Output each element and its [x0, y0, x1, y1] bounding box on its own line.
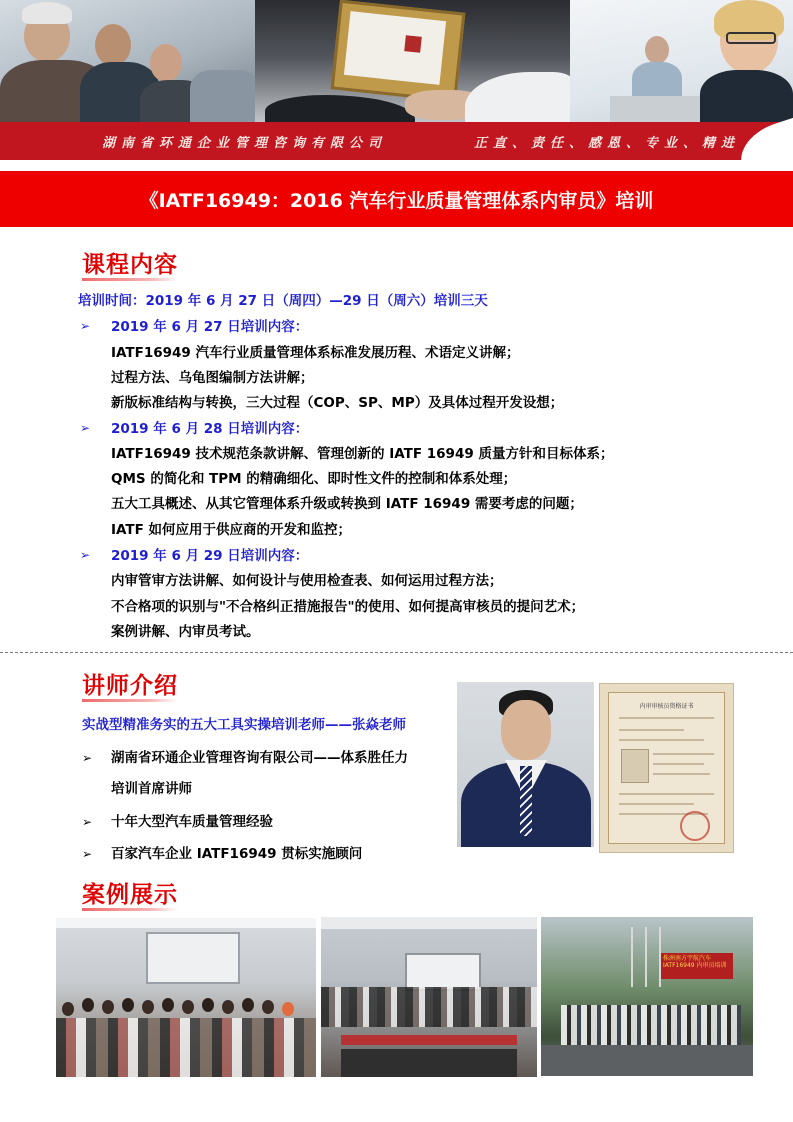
- day1-item: IATF16949 汽车行业质量管理体系标准发展历程、术语定义讲解；: [111, 345, 520, 361]
- case-photo-outdoor-group: [541, 917, 753, 1076]
- banner-photo-meeting: [0, 0, 255, 130]
- day2-label: 2019 年 6 月 28 日培训内容：: [111, 421, 309, 437]
- day3-label: 2019 年 6 月 29 日培训内容：: [111, 548, 309, 564]
- case-photo-classroom-2: [321, 917, 537, 1077]
- teacher-bullet: 湖南省环通企业管理咨询有限公司——体系胜任力: [111, 750, 408, 766]
- teacher-bullet: 十年大型汽车质量管理经验: [111, 814, 273, 830]
- arrow-bullet-icon: ➢: [82, 751, 93, 765]
- cases-section-heading: 案例展示: [82, 876, 178, 909]
- banner-company-name: 湖南省环通企业管理咨询有限公司: [102, 136, 388, 151]
- banner-photo-office: [570, 0, 793, 130]
- arrow-bullet-icon: ➢: [80, 319, 91, 333]
- arrow-bullet-icon: ➢: [80, 548, 91, 562]
- day1-item: 过程方法、乌龟图编制方法讲解；: [111, 370, 314, 386]
- outdoor-banner-text: 株洲南方宇航汽车 IATF16949 内审员培训: [663, 955, 727, 969]
- certificate-border: [608, 692, 725, 844]
- teacher-bullet-continuation: 培训首席讲师: [111, 781, 192, 797]
- day2-item: IATF16949 技术规范条款讲解、管理创新的 IATF 16949 质量方针和目标体系；: [111, 446, 614, 462]
- day2-item: QMS 的简化和 TPM 的精确细化、即时性文件的控制和体系处理；: [111, 471, 517, 487]
- banner-slogan: 正直、责任、感恩、专业、精进: [474, 136, 741, 151]
- banner-photo-handshake: [255, 0, 570, 130]
- day3-item: 案例讲解、内审员考试。: [111, 624, 260, 640]
- day3-item: 内审管审方法讲解、如何设计与使用检查表、如何运用过程方法；: [111, 573, 503, 589]
- certificate-title: 内审审核员资格证书: [639, 703, 694, 710]
- training-time: 培训时间：2019 年 6 月 27 日（周四）—29 日（周六）培训三天: [78, 293, 488, 309]
- teacher-certificate: [599, 683, 734, 853]
- day2-item: IATF 如何应用于供应商的开发和监控；: [111, 522, 352, 538]
- title-bar: [0, 171, 793, 227]
- section-divider: [0, 652, 793, 653]
- teacher-bullet: 百家汽车企业 IATF16949 贯标实施顾问: [111, 846, 363, 862]
- arrow-bullet-icon: ➢: [82, 847, 93, 861]
- teacher-section-heading: 讲师介绍: [82, 667, 178, 700]
- header-banner: [0, 0, 793, 160]
- day2-item: 五大工具概述、从其它管理体系升级或转换到 IATF 16949 需要考虑的问题；: [111, 496, 583, 512]
- case-photo-classroom-1: [56, 918, 316, 1077]
- teacher-portrait: [457, 682, 594, 847]
- day1-item: 新版标准结构与转换，三大过程（COP、SP、MP）及具体过程开发设想；: [111, 395, 564, 411]
- course-section-heading: 课程内容: [82, 246, 178, 279]
- day3-item: 不合格项的识别与"不合格纠正措施报告"的使用、如何提高审核员的提问艺术；: [111, 599, 585, 615]
- day1-label: 2019 年 6 月 27 日培训内容：: [111, 319, 309, 335]
- outdoor-banner: [661, 953, 733, 979]
- page-title: 《IATF16949：2016 汽车行业质量管理体系内审员》培训: [139, 189, 654, 212]
- arrow-bullet-icon: ➢: [80, 421, 91, 435]
- arrow-bullet-icon: ➢: [82, 815, 93, 829]
- teacher-subtitle: 实战型精准务实的五大工具实操培训老师——张焱老师: [82, 717, 406, 733]
